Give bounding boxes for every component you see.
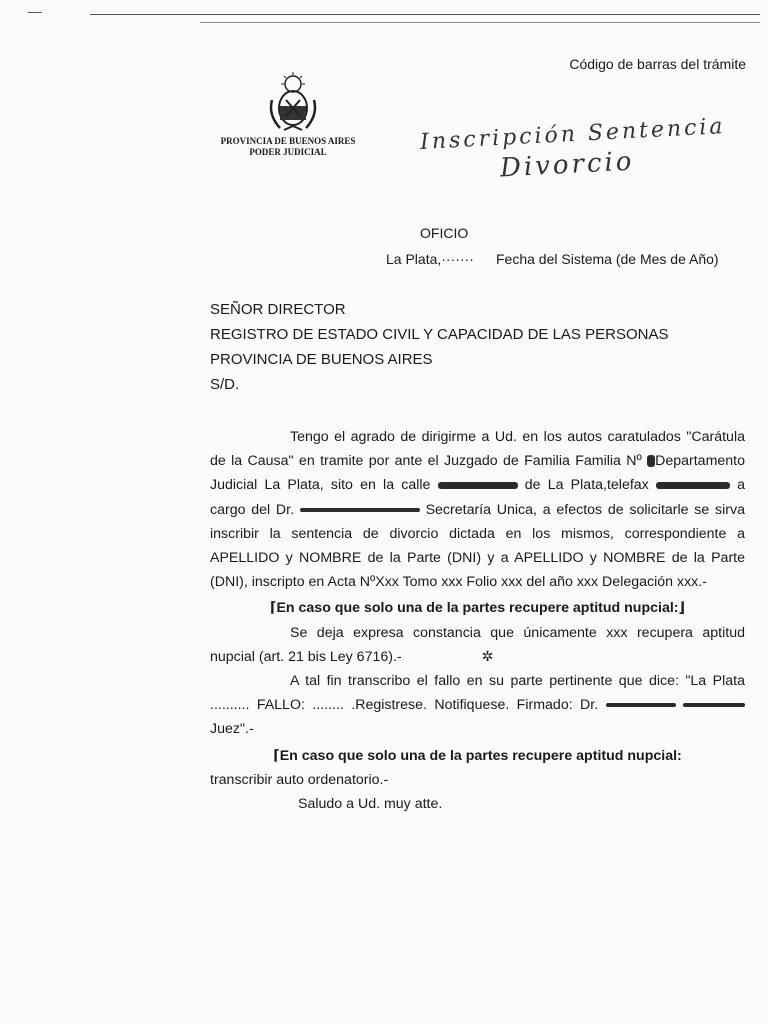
stamp-mark-icon: ✲ (481, 648, 494, 665)
redaction (300, 508, 420, 512)
paragraph-transcribe: transcribir auto ordenatorio.- (210, 771, 389, 788)
addressee-block: SEÑOR DIRECTOR REGISTRO DE ESTADO CIVIL Y CAPACIDAD DE LAS PERSONAS PROVINCIA DE BUENOS AIRES S/D. (210, 301, 669, 393)
top-rule (90, 14, 760, 15)
place-label: La Plata,······· (386, 251, 474, 267)
closing: Saludo a Ud. muy atte. (298, 796, 443, 813)
bracket-mark-icon: ⌈ (269, 600, 277, 617)
handwritten-note: Inscripción Sentencia (419, 114, 727, 155)
top-rule (28, 12, 42, 13)
conditional-note: ⌈En caso que solo una de la partes recupere aptitud nupcial: (210, 744, 745, 768)
bracket-mark-icon: ⌈ (273, 747, 280, 764)
date-line (386, 251, 719, 267)
redaction (438, 482, 518, 489)
institution-name: PROVINCIA DE BUENOS AIRES PODER JUDICIAL (220, 136, 356, 157)
redaction (647, 455, 655, 467)
document-title: OFICIO (420, 225, 469, 241)
bracket-mark-icon: ⌋ (678, 600, 686, 617)
redaction (656, 482, 730, 489)
conditional-note: ⌈En caso que solo una de la partes recupere aptitud nupcial:⌋ (210, 596, 745, 620)
coat-of-arms-icon (266, 70, 320, 134)
redaction (683, 703, 745, 707)
paragraph-aptitude: Se deja expresa constancia que únicamente xxx recupera aptitud nupcial (art. 21 bis Ley 6716).- ✲ (210, 621, 745, 669)
handwritten-note: Divorcio (499, 146, 636, 184)
letter-body (210, 425, 745, 816)
paragraph-main: Tengo el agrado de dirigirme a Ud. en los autos caratulados "Carátula de la Causa" en tramite por ante el Juzgado de Familia Familia Nº Departamento Judicial La Plata, sito en la calle de La Plata,telefax a cargo del Dr. Secretaría Unica, a efectos de solicitarle se sirva inscribir la sentencia de divorcio dictada en los mismos, correspondiente a APELLIDO y NOMBRE de la Parte (DNI) y a APELLIDO y NOMBRE de la Parte (DNI), inscripto en Acta NºXxx Tomo xxx Folio xxx del año xxx Delegación xxx.- (210, 429, 745, 591)
system-date: Fecha del Sistema (de Mes de Año) (496, 251, 719, 267)
paragraph-ruling: A tal fin transcribo el fallo en su parte pertinente que dice: "La Plata .......... FALLO: ........ .Registrese. Notifiquese. Firmado: Dr. Juez".- (210, 673, 745, 738)
barcode-label: Código de barras del trámite (569, 56, 746, 72)
top-rule (200, 22, 760, 23)
redaction (606, 703, 676, 707)
